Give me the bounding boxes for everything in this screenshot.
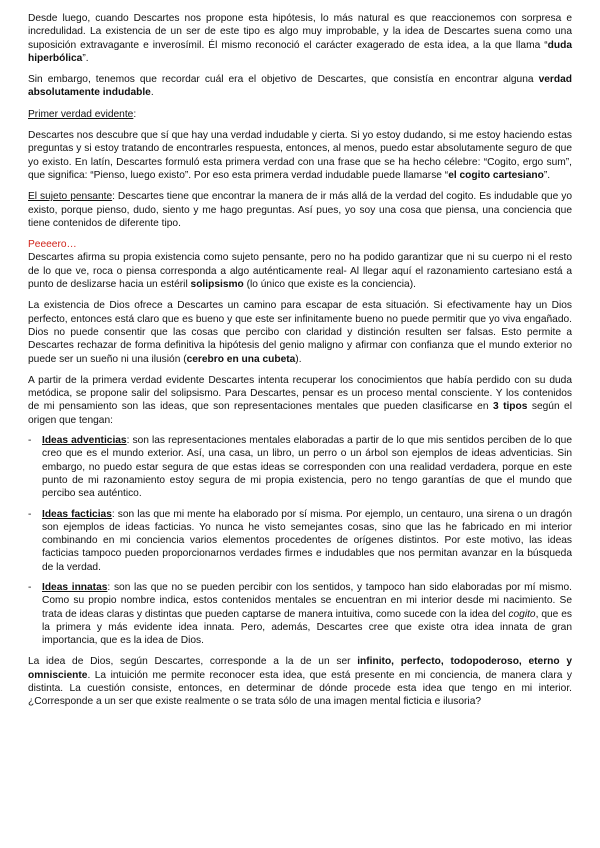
paragraph-text: La idea de Dios, según Descartes, corresponde a la de un ser: [28, 656, 358, 668]
paragraph-text: ”.: [82, 52, 89, 64]
list-dash: -: [28, 508, 32, 520]
paragraph-solipsismo: [28, 251, 572, 291]
list-dash: -: [28, 581, 32, 593]
italic-term: cogito: [508, 608, 536, 620]
bold-term: infinito, perfecto, todopoderoso, eterno y omnisciente: [28, 656, 572, 681]
paragraph-text: (lo único que existe es la conciencia).: [243, 279, 416, 291]
bold-term: duda hiperbólica: [28, 39, 572, 64]
idea-description: : son las representaciones mentales elaboradas a partir de lo que mis sentidos perciben de lo que creo que es el mundo exterior. Así, una casa, un libro, un perro o un árbol son ejemplos de ideas adventicias. Sin embargo, no puedo estar segura de que estas ideas se corresponden con una realidad verdadera, porque en este punto de mi razonamiento estoy segura de mi propia existencia, pero no tengo garantías de que el mundo que percibo sea auténtico.: [42, 435, 572, 500]
paragraph-sujeto-pensante: [28, 190, 572, 230]
paragraph-objetivo: [28, 73, 572, 100]
paragraph-text: según el origen que tengan:: [28, 401, 572, 426]
idea-term: Ideas facticias: [42, 508, 112, 520]
paragraph-text: Desde luego, cuando Descartes nos propone esta hipótesis, lo más natural es que reaccionemos con sorpresa e incredulidad. La existencia de un ser de este tipo es algo muy improbable, y la idea de Descartes suena como una suposición extravagante e inverosímil. Él mismo reconoció el carácter exagerado de esta idea, a la que llama “: [28, 13, 572, 51]
bold-term: el cogito cartesiano: [448, 169, 544, 181]
idea-term: Ideas adventicias: [42, 435, 127, 447]
section-heading: [28, 108, 572, 121]
idea-description: : son las que mi mente ha elaborado por sí misma. Por ejemplo, un centauro, una sirena o un dragón son ejemplos de ideas facticias. Yo nunca he visto semejantes cosas, sino que las he fabricado en mi interior combinando en mi conciencia varios elementos procedentes de orígenes distintos. Por este motivo, las ideas facticias tampoco pueden proporcionarnos verdades firmes e indudables que nos permitan avanzar en la búsqueda de la verdad.: [42, 508, 573, 573]
underlined-label: El sujeto pensante: [28, 191, 113, 203]
bold-term: 3 tipos: [492, 401, 528, 413]
heading-text: Primer verdad evidente: [28, 108, 134, 120]
idea-term: Ideas innatas: [42, 581, 108, 593]
paragraph-duda-hiperbolica: [28, 12, 572, 65]
paragraph-text: . La intuición me permite reconocer esta idea, que está presente en mi conciencia, de manera clara y distinta. La cuestión consiste, entonces, en determinar de dónde procede esta idea que tengo en mi interior. ¿Corresponde a un ser que existe realmente o se trata sólo de una imagen mental ficticia e ilusoria?: [28, 669, 572, 708]
list-dash: -: [28, 435, 32, 447]
paragraph-text: Sin embargo, tenemos que recordar cuál era el objetivo de Descartes, que consistía en encontrar alguna: [28, 74, 539, 86]
list-item-facticias: [28, 508, 572, 574]
ideas-list: [28, 434, 572, 647]
peeeero-line: [28, 238, 572, 251]
idea-description: : son las que no se pueden percibir con los sentidos, y tampoco han sido elaboradas por mí mismo. Como su propio nombre indica, estos contenidos mentales se encuentran en mi interior desde mi nacimiento. Se trata de ideas claras y distintas que pueden captarse de manera intuitiva, como sucede con la idea del: [42, 581, 572, 620]
red-interjection: Peeeero…: [28, 239, 77, 251]
paragraph-dios: [28, 299, 572, 365]
paragraph-text: ”.: [543, 169, 551, 181]
paragraph-idea-de-dios: [28, 655, 572, 708]
paragraph-text: Descartes afirma su propia existencia como sujeto pensante, pero no ha podido garantizar que ni su cuerpo ni el resto de lo que ve, roca o piensa corresponda a algo auténticamente real- Al llegar aquí el razonamiento cartesiano está a punto de deslizarse hacia un estéril: [28, 252, 572, 291]
paragraph-text: : Descartes tiene que encontrar la manera de ir más allá de la verdad del cogito. Es indudable que yo existo, porque pienso, dudo, siento y me hago preguntas. Así pues, yo soy una cosa que piensa, una conciencia que tiene contenidos de diferente tipo.: [28, 191, 572, 229]
bold-term: verdad absolutamente indudable: [28, 74, 572, 99]
paragraph-text: A partir de la primera verdad evidente Descartes intenta recuperar los conocimientos que había perdido con su duda metódica, se propone salir del solipsismo. Para Descartes, pensar es un proceso mental consciente. Y los contenidos de mi pensamiento son las ideas, que son representaciones mentales que pueden clasificarse en: [28, 374, 572, 413]
list-item-innatas: [28, 581, 572, 647]
paragraph-text: .: [150, 87, 154, 99]
list-item-adventicias: [28, 434, 572, 500]
paragraph-text: La existencia de Dios ofrece a Descartes un camino para escapar de esta situación. Si efectivamente hay un Dios perfecto, entonces está claro que es bueno y que este ser infinitamente bueno no puede permitir que yo viva engañado. Dios no puede consentir que las cosas que percibo con claridad y distinción resulten ser falsas. Esto permite a Descartes rechazar de forma definitiva la hipótesis del genio maligno y afirmar con confianza que el mundo exterior no puede ser un sueño ni una ilusión (: [28, 300, 572, 365]
paragraph-text: ).: [295, 353, 302, 365]
paragraph-text: Descartes nos descubre que sí que hay una verdad indudable y cierta. Si yo estoy dudando, si me estoy haciendo estas preguntas y si estoy tratando de encontrarles respuesta, entonces, al menos, puedo estar absolutamente seguro de que yo existo. En latín, Descartes formuló esta primera verdad con una frase que se ha hecho célebre: “Cogito, ergo sum”, que significa: “Pienso, luego existo”. Por eso esta primera verdad indudable puede llamarse “: [28, 130, 572, 181]
paragraph-cogito: [28, 129, 572, 182]
paragraph-tipos-ideas: [28, 374, 572, 427]
bold-term: cerebro en una cubeta: [186, 353, 296, 365]
heading-colon: :: [133, 108, 137, 120]
bold-term: solipsismo: [190, 279, 244, 291]
idea-description: , que es la primera y más evidente idea innata. Pero, además, Descartes cree que existe otra idea innata de gran importancia, que es la idea de Dios.: [42, 608, 573, 647]
